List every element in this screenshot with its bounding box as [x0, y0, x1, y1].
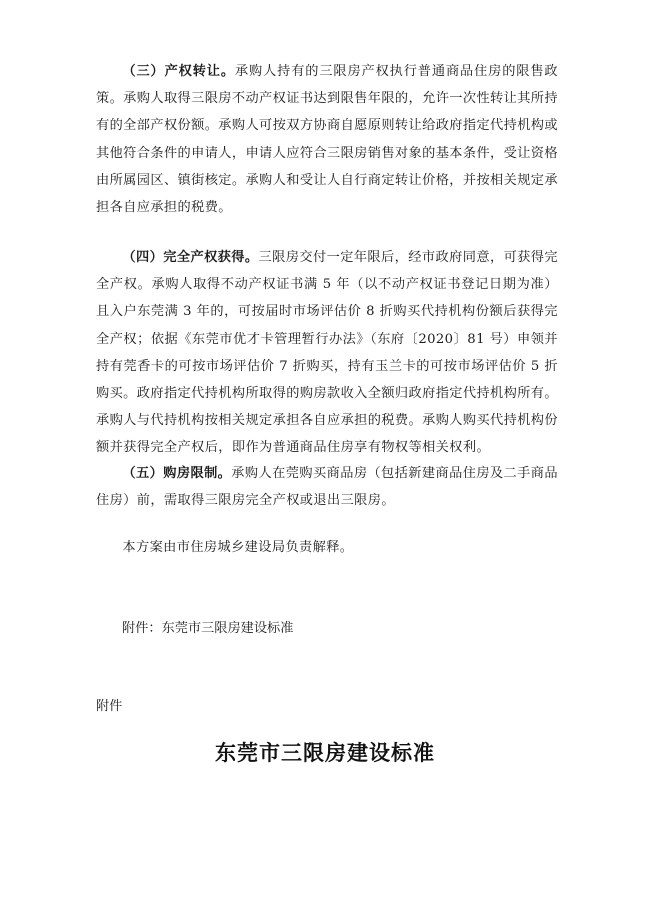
section-3-heading: （三）产权转让。	[122, 64, 235, 79]
section-5-paragraph	[96, 460, 558, 514]
section-5-heading: （五）购房限制。	[122, 466, 232, 481]
attachment-label: 附件	[96, 699, 123, 714]
attachment-title: 东莞市三限房建设标准	[215, 741, 435, 765]
section-4-paragraph	[96, 244, 558, 462]
section-3-body: 承购人持有的三限房产权执行普通商品住房的限售政策。承购人取得三限房不动产权证书达到限售年限的，允许一次性转让其所持有的全部产权份额。承购人可按双方协商自愿原则转让给政府指定代持机构或其他符合条件的申请人，申请人应符合三限房销售对象的基本条件，受让资格由所属园区、镇街核定。承购人和受让人自行商定转让价格，并按相关规定承担各自应承担的税费。	[96, 64, 559, 216]
section-3-paragraph	[96, 58, 558, 221]
attachment-note: 附件：东莞市三限房建设标准	[122, 621, 294, 636]
section-4-body: 三限房交付一定年限后，经市政府同意，可获得完全产权。承购人取得不动产权证书满 5 年（以不动产权证书登记日期为准）且入户东莞满 3 年的，可按届时市场评估价 8 折购买代持机构份额后获得完全产权；依据《东莞市优才卡管理暂行办法》（东府〔2020〕81 号）申领并持有莞香卡的可按市场评估价 7 折购买，持有玉兰卡的可按市场评估价 5 折购买。政府指定代持机构所取得的购房款收入全额归政府指定代持机构所有。承购人与代持机构按相关规定承担各自应承担的税费。承购人购买代持机构份额并获得完全产权后，即作为普通商品住房享有物权等相关权利。	[96, 250, 558, 456]
section-5-body: 承购人在莞购买商品房（包括新建商品住房及二手商品住房）前，需取得三限房完全产权或退出三限房。	[96, 466, 558, 509]
section-4-heading: （四）完全产权获得。	[122, 250, 259, 265]
interpretation-paragraph: 本方案由市住房城乡建设局负责解释。	[122, 540, 354, 555]
